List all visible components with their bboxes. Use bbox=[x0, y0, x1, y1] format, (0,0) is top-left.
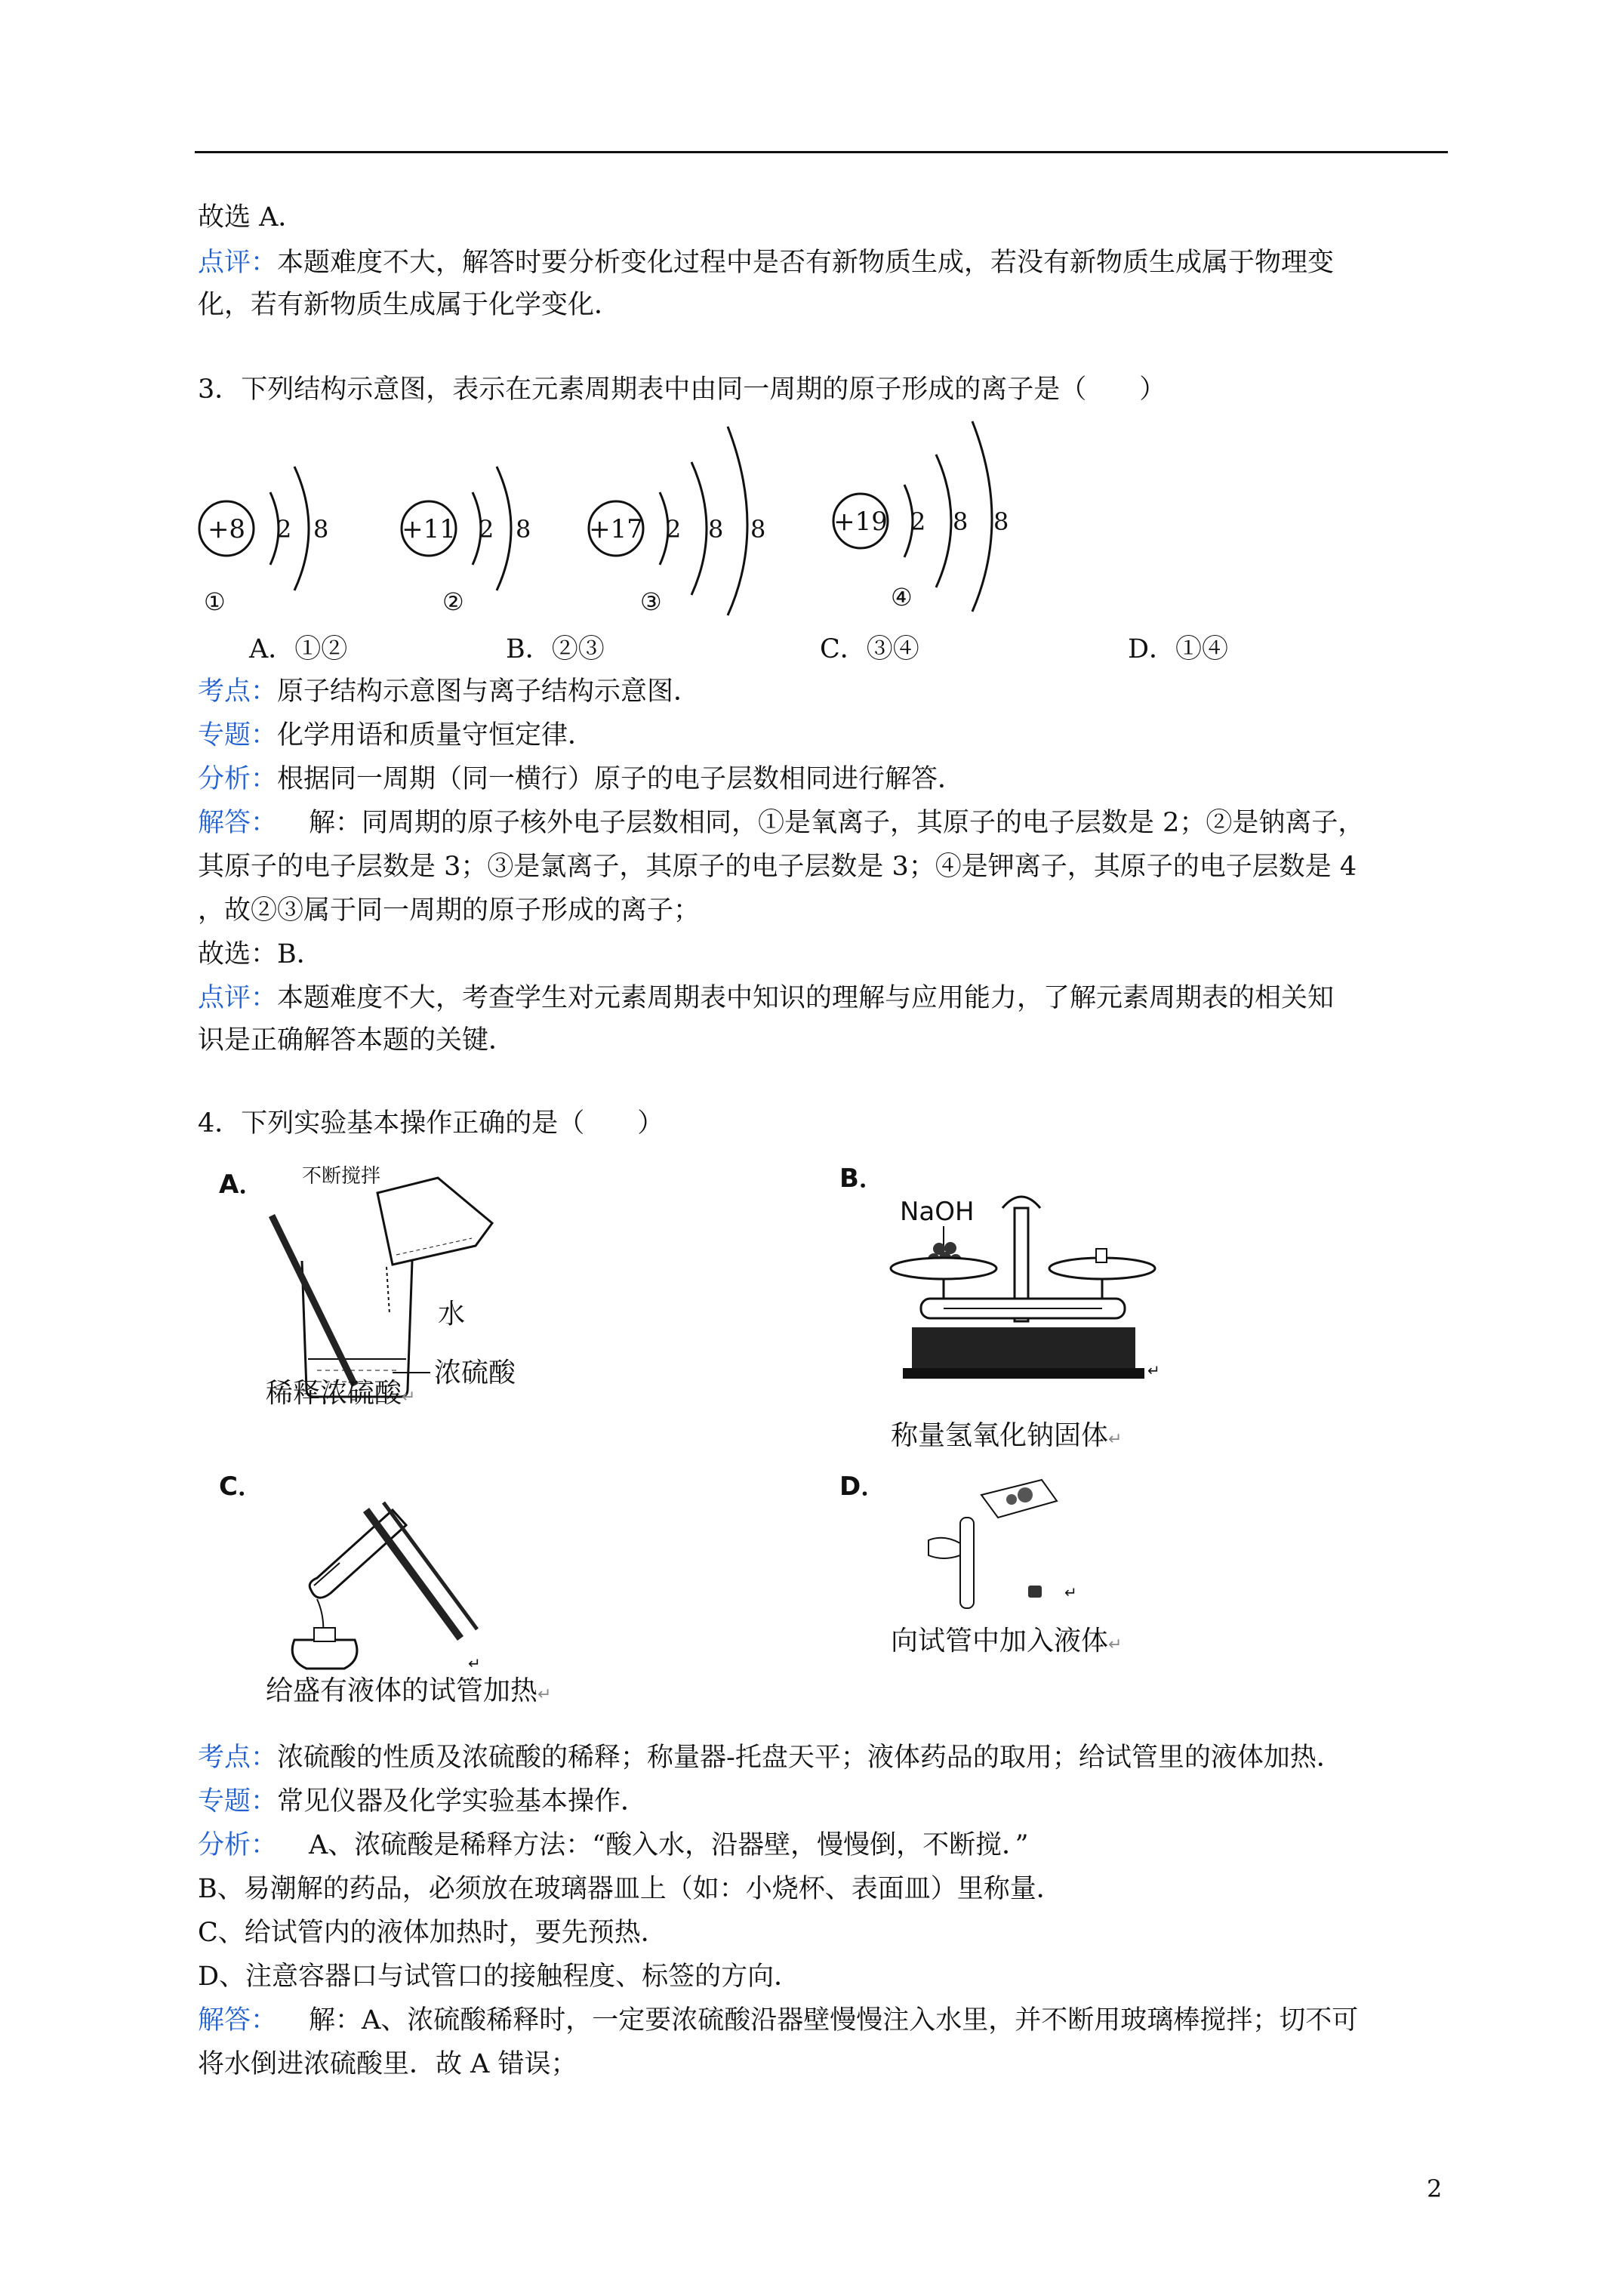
fenxi-text: A、浓硫酸是稀释方法：“酸入水，沿器壁，慢慢倒，不断搅．” bbox=[309, 1830, 1029, 1860]
return-mark: ↵ bbox=[468, 1654, 481, 1672]
heating-tube-figure bbox=[211, 1465, 513, 1691]
q3-jieda-line3: ，故②③属于同一周期的原子形成的离子； bbox=[198, 895, 701, 926]
nucleus-charge: +17 bbox=[589, 514, 643, 544]
shell-count: 2 bbox=[666, 515, 682, 544]
option-letter: A． bbox=[219, 1170, 265, 1200]
stopper bbox=[1028, 1586, 1042, 1598]
electron-shell bbox=[294, 467, 309, 590]
option-b-caption bbox=[891, 1419, 1122, 1456]
jieda-label: 解答： bbox=[198, 2005, 278, 2036]
shell-count: 8 bbox=[516, 515, 531, 544]
weight bbox=[1096, 1249, 1107, 1262]
shell-count: 8 bbox=[953, 507, 969, 536]
comment-label: 点评： bbox=[198, 248, 278, 278]
nucleus-charge: +19 bbox=[833, 507, 888, 537]
shell-count: 8 bbox=[750, 515, 766, 544]
return-mark: ↵ bbox=[1064, 1583, 1077, 1601]
q3-comment-line2: 识是正确解答本题的关键． bbox=[198, 1025, 516, 1056]
diagram-marker: ③ bbox=[640, 587, 662, 616]
q4-kaodian bbox=[198, 1741, 1343, 1774]
left-pan bbox=[891, 1258, 996, 1279]
caption-text: 称量氢氧化钠固体 bbox=[891, 1420, 1109, 1451]
water-label: 水 bbox=[438, 1299, 466, 1330]
option-a-caption bbox=[266, 1377, 415, 1414]
jieda-label: 解答： bbox=[198, 808, 278, 838]
q2-comment bbox=[198, 246, 1334, 279]
fenxi-label: 分析： bbox=[198, 764, 278, 794]
header-rule bbox=[195, 151, 1448, 153]
nucleus-charge: +8 bbox=[207, 514, 246, 544]
return-mark: ↵ bbox=[537, 1685, 552, 1704]
q4-jieda bbox=[198, 2004, 1358, 2037]
fenxi-label: 分析： bbox=[198, 1830, 278, 1860]
shell-count: 2 bbox=[910, 507, 926, 536]
glass-rod bbox=[272, 1216, 355, 1385]
kaodian-text: 浓硫酸的性质及浓硫酸的稀释；称量器-托盘天平；液体药品的取用；给试管里的液体加热． bbox=[277, 1743, 1343, 1773]
option-letter: D． bbox=[839, 1472, 887, 1502]
acid-label: 浓硫酸 bbox=[434, 1358, 516, 1388]
alcohol-lamp bbox=[292, 1640, 357, 1669]
comment-text: 本题难度不大，解答时要分析变化过程中是否有新物质生成，若没有新物质生成属于物理变 bbox=[277, 248, 1335, 278]
q2-conclusion: 故选 A． bbox=[198, 202, 305, 233]
option-c-caption bbox=[266, 1675, 551, 1712]
q4-fenxi-line3: C、给试管内的液体加热时，要先预热． bbox=[198, 1918, 667, 1948]
kaodian-label: 考点： bbox=[198, 1743, 278, 1773]
q4-jieda-line2: 将水倒进浓硫酸里．故 A 错误； bbox=[198, 2049, 577, 2079]
return-mark: ↵ bbox=[1147, 1361, 1160, 1379]
q4-fenxi bbox=[198, 1829, 1029, 1862]
caption-text: 向试管中加入液体 bbox=[891, 1626, 1109, 1657]
shell-count: 8 bbox=[708, 515, 724, 544]
pouring-cup bbox=[377, 1178, 492, 1265]
nucleus-charge: +11 bbox=[402, 514, 456, 544]
q3-stem: 3．下列结构示意图，表示在元素周期表中由同一周期的原子形成的离子是（ ） bbox=[198, 374, 1166, 405]
comment-text: 本题难度不大，考查学生对元素周期表中知识的理解与应用能力，了解元素周期表的相关知 bbox=[277, 983, 1335, 1013]
q4-stem: 4．下列实验基本操作正确的是（ ） bbox=[198, 1108, 664, 1139]
stir-label: 不断搅拌 bbox=[302, 1165, 381, 1188]
q4-fenxi-line2: B、易潮解的药品，必须放在玻璃器皿上（如：小烧杯、表面皿）里称量． bbox=[198, 1874, 1063, 1904]
return-mark: ↵ bbox=[402, 1388, 416, 1407]
electron-shell bbox=[972, 421, 992, 612]
q2-comment-line2: 化，若有新物质生成属于化学变化． bbox=[198, 290, 621, 320]
q3-jieda-line2: 其原子的电子层数是 3；③是氯离子，其原子的电子层数是 3；④是钾离子，其原子的电子层数是 4 bbox=[198, 852, 1357, 882]
shell-count: 2 bbox=[479, 515, 494, 544]
electron-shell bbox=[728, 427, 747, 615]
balance-base bbox=[912, 1327, 1135, 1374]
kaodian-label: 考点： bbox=[198, 676, 278, 707]
jieda-text: 解：A、浓硫酸稀释时，一定要浓硫酸沿器壁慢慢注入水里，并不断用玻璃棒搅拌；切不可 bbox=[309, 2005, 1359, 2036]
q3-option-b: B．②③ bbox=[506, 634, 605, 664]
electron-shell bbox=[691, 462, 707, 595]
caption-text: 给盛有液体的试管加热 bbox=[266, 1675, 538, 1706]
diagram-marker: ① bbox=[204, 587, 226, 616]
q3-zhuanti bbox=[198, 719, 594, 752]
test-tube bbox=[960, 1518, 974, 1608]
add-liquid-figure bbox=[830, 1465, 1132, 1616]
page-number: 2 bbox=[1427, 2174, 1443, 2203]
test-tube bbox=[310, 1510, 406, 1598]
tube-holder bbox=[366, 1510, 460, 1638]
q4-fenxi-line4: D、注意容器口与试管口的接触程度、标签的方向． bbox=[198, 1962, 801, 1992]
atom-diagram-2 bbox=[391, 423, 557, 619]
electron-shell bbox=[497, 467, 511, 590]
atom-diagram-1 bbox=[189, 423, 355, 619]
zhuanti-text: 常见仪器及化学实验基本操作． bbox=[277, 1786, 648, 1817]
kaodian-text: 原子结构示意图与离子结构示意图． bbox=[277, 676, 701, 707]
q3-fenxi bbox=[198, 763, 964, 796]
q3-kaodian bbox=[198, 675, 700, 708]
q4-zhuanti bbox=[198, 1785, 647, 1818]
shell-count: 8 bbox=[313, 515, 329, 544]
caption-text: 稀释浓硫酸 bbox=[266, 1378, 402, 1409]
atom-diagram-3 bbox=[578, 415, 782, 619]
balance-figure bbox=[830, 1155, 1193, 1412]
q3-option-c: C．③④ bbox=[820, 634, 919, 664]
return-mark: ↵ bbox=[1108, 1635, 1123, 1654]
diagram-marker: ② bbox=[442, 587, 464, 616]
option-letter: C． bbox=[219, 1472, 263, 1502]
option-d-caption bbox=[891, 1625, 1122, 1662]
q3-option-a: A．①② bbox=[249, 634, 348, 664]
hand bbox=[929, 1538, 960, 1558]
zhuanti-text: 化学用语和质量守恒定律． bbox=[277, 720, 595, 750]
q3-comment bbox=[198, 982, 1334, 1015]
zhuanti-label: 专题： bbox=[198, 720, 278, 750]
return-mark: ↵ bbox=[1108, 1430, 1123, 1449]
naoh-label: NaOH bbox=[900, 1197, 975, 1227]
atom-diagram-4 bbox=[823, 415, 1027, 619]
jieda-text: 解：同周期的原子核外电子层数相同，①是氧离子，其原子的电子层数是 2；②是钠离子， bbox=[309, 808, 1365, 838]
zhuanti-label: 专题： bbox=[198, 1786, 278, 1817]
electron-shell bbox=[936, 455, 951, 587]
q3-option-d: D．①④ bbox=[1128, 634, 1229, 664]
diagram-marker: ④ bbox=[891, 583, 913, 612]
option-letter: B． bbox=[839, 1163, 885, 1194]
beaker bbox=[302, 1261, 412, 1397]
shell-count: 2 bbox=[276, 515, 292, 544]
shell-count: 8 bbox=[993, 507, 1009, 536]
q3-conclusion: 故选：B． bbox=[198, 939, 323, 969]
fenxi-text: 根据同一周期（同一横行）原子的电子层数相同进行解答． bbox=[277, 764, 965, 794]
comment-label: 点评： bbox=[198, 983, 278, 1013]
q3-jieda bbox=[198, 806, 1364, 840]
